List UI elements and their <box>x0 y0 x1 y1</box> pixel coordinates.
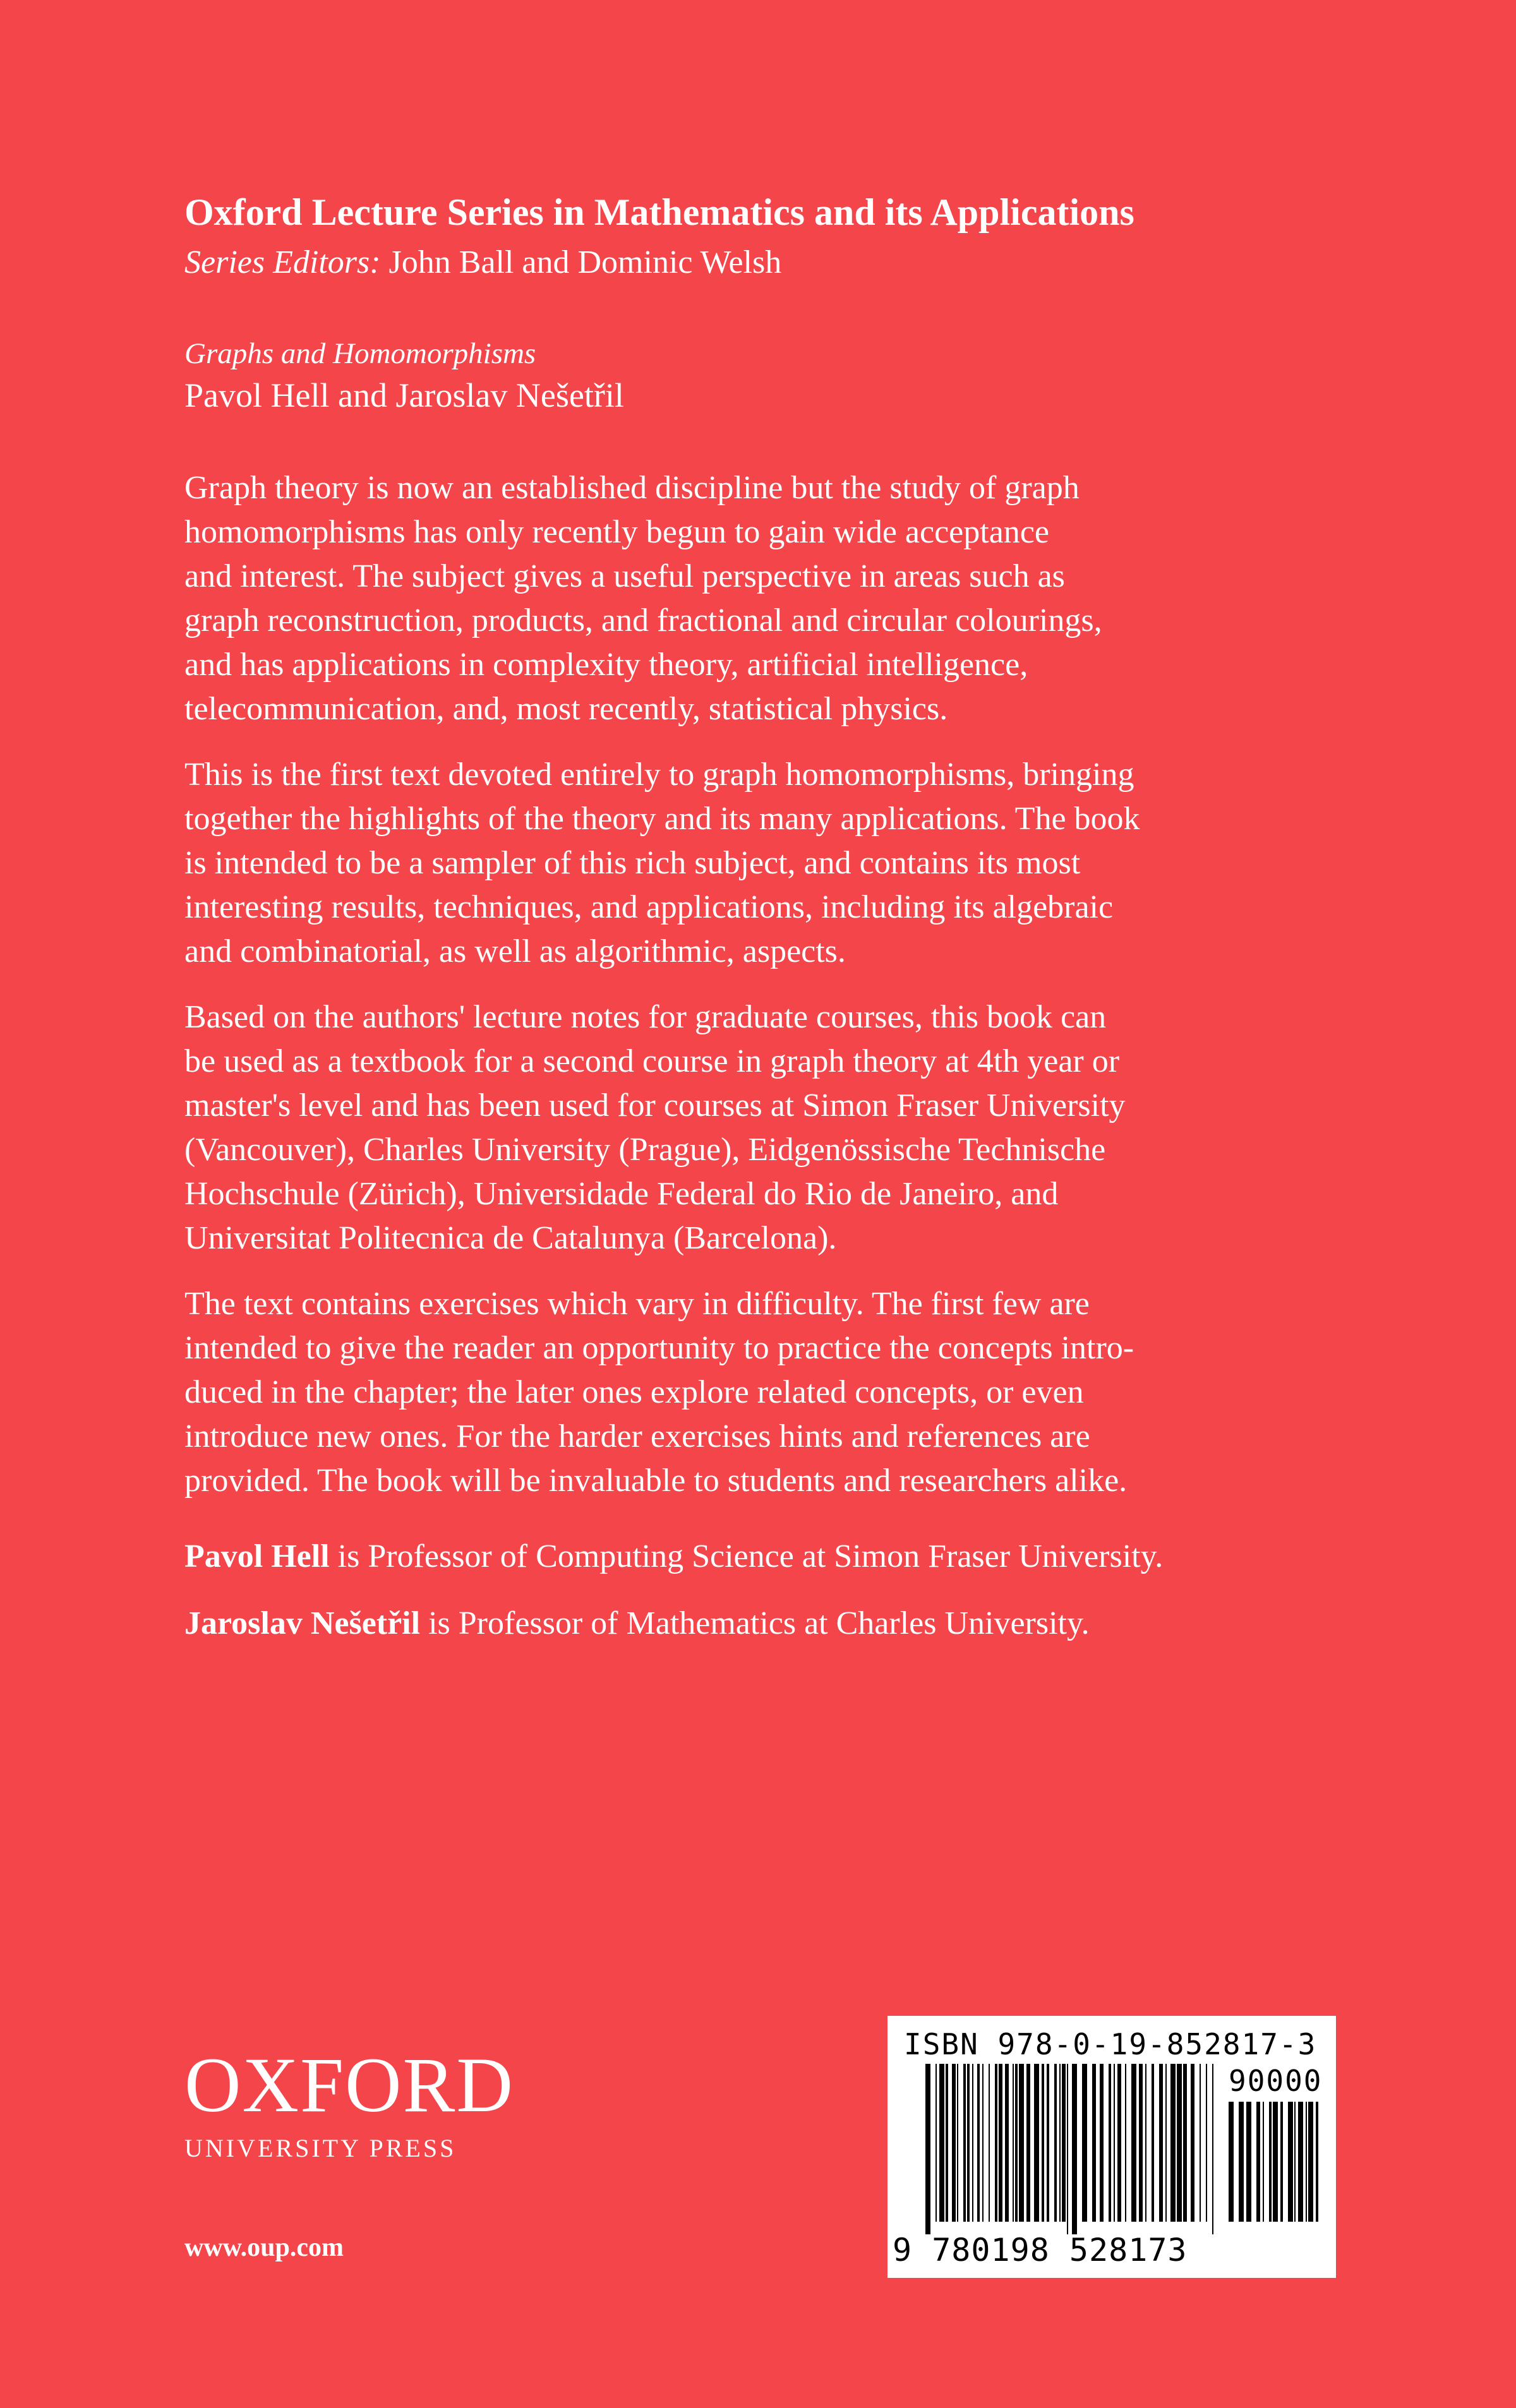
publisher-logo <box>184 2042 563 2163</box>
barcode-bar <box>1059 2064 1061 2222</box>
description-line: duced in the chapter; the later ones explore related concepts, or even <box>184 1374 1084 1410</box>
author-bio-name: Jaroslav Nešetřil <box>184 1605 421 1641</box>
description-line: This is the first text devoted entirely to graph homomorphisms, bringing <box>184 757 1134 793</box>
barcode-bar <box>1072 2064 1077 2234</box>
description-line: together the highlights of the theory and its many applications. The book <box>184 801 1140 837</box>
barcode-bar <box>1042 2064 1044 2222</box>
barcode-bar <box>1067 2064 1068 2234</box>
barcode-bar <box>946 2064 948 2222</box>
author-bio-name: Pavol Hell <box>184 1538 330 1574</box>
description-line: Hochschule (Zürich), Universidade Federal do Rio de Janeiro, and <box>184 1176 1059 1212</box>
barcode-bar <box>1026 2064 1030 2222</box>
description-line: and has applications in complexity theory, artificial intelligence, <box>184 647 1028 683</box>
barcode-bar <box>1212 2064 1213 2234</box>
barcode-bar <box>963 2064 966 2222</box>
barcode-bar <box>1131 2064 1136 2222</box>
barcode-digits: 9 780198 528173 <box>893 2232 1188 2268</box>
description-line: (Vancouver), Charles University (Prague), Eidgenössische Technische <box>184 1132 1106 1168</box>
barcode-addon-bars <box>1229 2102 1323 2234</box>
author-bios <box>184 1531 1385 1665</box>
barcode-bar <box>1109 2064 1111 2222</box>
barcode-bar <box>1200 2064 1201 2222</box>
author-bio-text: is Professor of Computing Science at Simon Fraser University. <box>329 1538 1164 1574</box>
barcode-bar <box>1152 2064 1154 2222</box>
barcode-bar <box>999 2064 1002 2222</box>
barcode-bar <box>1269 2102 1272 2222</box>
barcode-bar <box>1005 2064 1009 2222</box>
barcode-bar <box>989 2064 990 2222</box>
barcode-bar <box>1159 2064 1163 2222</box>
barcode-bars <box>925 2064 1216 2234</box>
barcode-bar <box>939 2064 944 2222</box>
description-line: be used as a textbook for a second course in graph theory at 4th year or <box>184 1043 1120 1079</box>
barcode-bar <box>1316 2102 1318 2222</box>
description-paragraph <box>184 995 1359 1261</box>
barcode-bar <box>1246 2102 1251 2222</box>
publisher-website: www.oup.com <box>184 2233 344 2262</box>
description-line: Based on the authors' lecture notes for graduate courses, this book can <box>184 999 1107 1035</box>
book-title: Graphs and Homomorphisms <box>184 337 536 370</box>
barcode-bar <box>1263 2102 1264 2222</box>
description-line: graph reconstruction, products, and fractional and circular colourings, <box>184 602 1102 638</box>
description-line: Universitat Politecnica de Catalunya (Barcelona). <box>184 1220 837 1256</box>
series-editors-label: Series Editors: <box>184 244 381 280</box>
description-paragraph <box>184 466 1359 731</box>
barcode-bar <box>1019 2064 1024 2222</box>
description-line: telecommunication, and, most recently, statistical physics. <box>184 691 948 727</box>
barcode-bar <box>1280 2102 1283 2222</box>
barcode-bar <box>1177 2064 1182 2222</box>
description-line: introduce new ones. For the harder exercises hints and references are <box>184 1418 1090 1454</box>
barcode-bar <box>1117 2064 1121 2222</box>
barcode-bar <box>1183 2064 1187 2222</box>
barcode-bar <box>1145 2064 1146 2222</box>
description-line: provided. The book will be invaluable to students and researchers alike. <box>184 1463 1128 1499</box>
isbn-label: ISBN 978-0-19-852817-3 <box>904 2027 1317 2061</box>
barcode-bar <box>1288 2102 1293 2222</box>
author-bio <box>184 1598 1385 1649</box>
publisher-logo-word: OXFORD <box>184 2042 514 2128</box>
author-bio-text: is Professor of Mathematics at Charles University. <box>420 1605 1090 1641</box>
barcode-bar <box>967 2064 970 2222</box>
description-line: Graph theory is now an established discipline but the study of graph <box>184 470 1080 506</box>
description-line: master's level and has been used for courses at Simon Fraser University <box>184 1087 1126 1123</box>
series-editors <box>184 241 1385 284</box>
description-line: The text contains exercises which vary in difficulty. The first few are <box>184 1286 1090 1322</box>
barcode-bar <box>1013 2064 1014 2222</box>
barcode-bar <box>1165 2064 1167 2222</box>
series-info <box>184 189 1385 284</box>
barcode-bar <box>1139 2064 1143 2222</box>
barcode-bar <box>1092 2064 1096 2222</box>
series-title: Oxford Lecture Series in Mathematics and its Applications <box>184 191 1134 233</box>
barcode-bar <box>1034 2064 1039 2222</box>
description-line: is intended to be a sampler of this rich subject, and contains its most <box>184 845 1081 881</box>
barcode-bar <box>1047 2064 1049 2222</box>
description-line: and interest. The subject gives a useful perspective in areas such as <box>184 558 1065 594</box>
barcode-bar <box>925 2064 930 2234</box>
isbn-barcode <box>887 2016 1336 2278</box>
barcode-bar <box>1082 2064 1087 2222</box>
barcode-bar <box>1015 2064 1018 2222</box>
series-editors-names: John Ball and Dominic Welsh <box>388 244 782 280</box>
book-description <box>184 466 1359 1524</box>
barcode-bar <box>935 2064 937 2222</box>
publisher-logo-subtitle: UNIVERSITY PRESS <box>184 2134 457 2162</box>
book-info <box>184 335 1385 417</box>
barcode-bar <box>1294 2102 1296 2222</box>
barcode-bar <box>1100 2064 1104 2222</box>
barcode-bar <box>972 2064 973 2222</box>
barcode-bar <box>1062 2064 1066 2222</box>
barcode-bar <box>1054 2064 1057 2222</box>
barcode-bar <box>1114 2064 1115 2222</box>
description-line: intended to give the reader an opportunity to practice the concepts intro- <box>184 1330 1134 1366</box>
barcode-bar <box>1191 2064 1194 2222</box>
barcode-bar <box>982 2064 984 2222</box>
barcode-bar <box>1239 2102 1244 2222</box>
description-line: interesting results, techniques, and applications, including its algebraic <box>184 889 1114 925</box>
description-line: and combinatorial, as well as algorithmic, aspects. <box>184 933 846 969</box>
barcode-bar <box>957 2064 958 2222</box>
author-bio <box>184 1531 1385 1582</box>
book-authors: Pavol Hell and Jaroslav Nešetřil <box>184 376 624 415</box>
barcode-bar <box>977 2064 980 2222</box>
barcode-bar <box>1256 2102 1260 2222</box>
barcode-bar <box>1306 2102 1307 2222</box>
barcode-bar <box>1308 2102 1313 2222</box>
barcode-bar <box>1170 2064 1176 2222</box>
barcode-bar <box>1206 2064 1207 2222</box>
description-line: homomorphisms has only recently begun to gain wide acceptance <box>184 514 1049 550</box>
barcode-bar <box>952 2064 956 2222</box>
description-paragraph <box>184 753 1359 974</box>
barcode-bar <box>1229 2102 1234 2222</box>
barcode-bar <box>1273 2102 1278 2222</box>
barcode-addon-number: 90000 <box>1229 2064 1323 2098</box>
barcode-bar <box>1298 2102 1303 2222</box>
barcode-bar <box>995 2064 997 2222</box>
description-paragraph <box>184 1282 1359 1503</box>
barcode-bar <box>1125 2064 1126 2222</box>
